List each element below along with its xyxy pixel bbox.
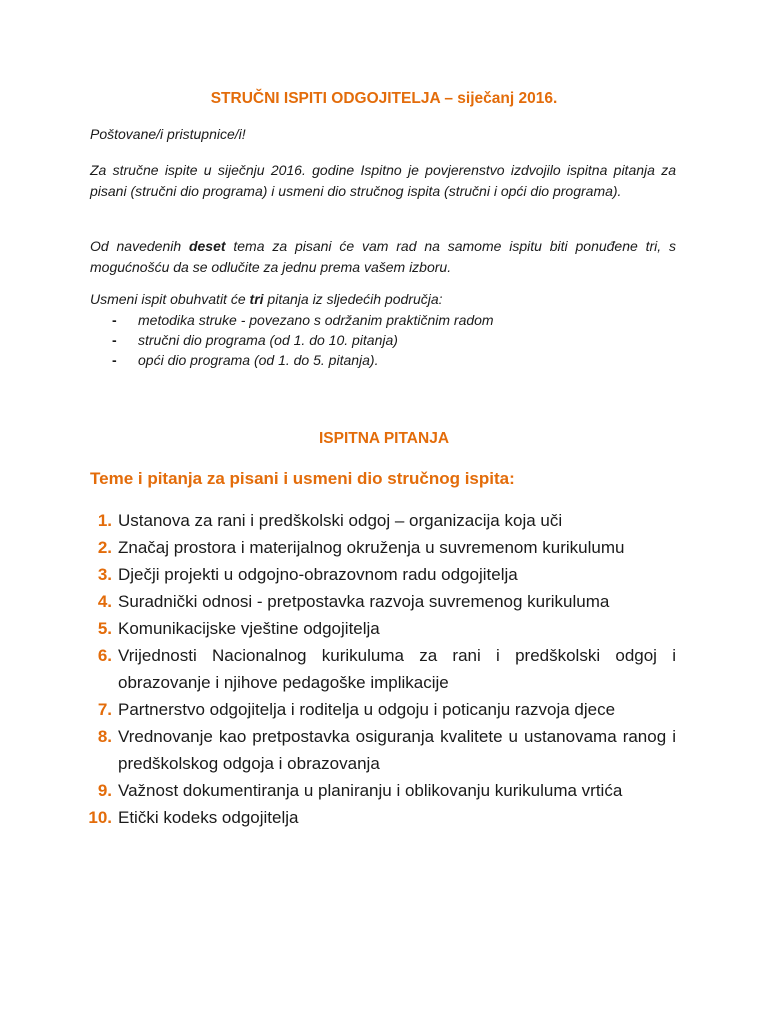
topic-text: Komunikacijske vještine odgojitelja xyxy=(118,619,380,638)
topic-text: Značaj prostora i materijalnog okruženja u suvremenom kurikulumu xyxy=(118,538,625,557)
dash-bullet: - xyxy=(112,312,117,328)
topic-number: 4. xyxy=(97,592,112,611)
topic-text: Suradnički odnosi - pretpostavka razvoja suvremenog kurikuluma xyxy=(118,592,610,611)
topic-text: Vrijednosti Nacionalnog kurikuluma za rani i predškolski odgoj i obrazovanje i njihove pedagoške implikacije xyxy=(118,646,676,692)
salutation: Poštovane/i pristupnice/i! xyxy=(90,126,246,142)
list-item xyxy=(112,310,494,330)
section-heading: ISPITNA PITANJA xyxy=(318,430,450,447)
oral-exam-paragraph xyxy=(90,289,676,310)
paragraph-text: tema za pisani će vam rad na samome ispitu biti ponuđene tri, s mogućnošću da se odlučite za jednu prema vašem izboru. xyxy=(90,238,677,275)
topic-text: Dječji projekti u odgojno-obrazovnom radu odgojitelja xyxy=(118,565,518,584)
written-exam-paragraph xyxy=(90,236,676,278)
topic-text: Etički kodeks odgojitelja xyxy=(118,808,299,827)
oral-exam-list xyxy=(112,310,494,370)
emphasis-tri: tri xyxy=(249,291,264,307)
list-item-text: stručni dio programa (od 1. do 10. pitanja) xyxy=(138,332,398,348)
topic-number: 10. xyxy=(88,808,112,827)
topics-list xyxy=(76,507,676,831)
topic-item xyxy=(76,615,676,642)
topic-item xyxy=(76,723,676,777)
dash-bullet: - xyxy=(112,332,117,348)
topic-number: 9. xyxy=(97,781,112,800)
list-item-text: opći dio programa (od 1. do 5. pitanja). xyxy=(138,352,379,368)
topic-number: 6. xyxy=(97,646,112,665)
topic-number: 2. xyxy=(97,538,112,557)
paragraph-text: Usmeni ispit obuhvatit će xyxy=(90,291,250,307)
paragraph-text: Od navedenih xyxy=(90,238,189,254)
emphasis-deset: deset xyxy=(188,238,226,254)
topic-item xyxy=(76,561,676,588)
topic-item xyxy=(76,588,676,615)
paragraph-text: pitanja iz sljedećih područja: xyxy=(263,291,443,307)
topic-text: Partnerstvo odgojitelja i roditelja u odgoju i poticanju razvoja djece xyxy=(118,700,616,719)
topic-number: 7. xyxy=(97,700,112,719)
intro-paragraph: Za stručne ispite u siječnju 2016. godine Ispitno je povjerenstvo izdvojilo ispitna pitanja za pisani (stručni dio programa) i usmeni dio stručnog ispita (stručni i opći dio programa). xyxy=(90,162,676,199)
document-title: STRUČNI ISPITI ODGOJITELJA – siječanj 2016. xyxy=(210,90,558,107)
topic-number: 5. xyxy=(97,619,112,638)
list-item xyxy=(112,330,494,350)
topic-item xyxy=(76,507,676,534)
topic-text: Važnost dokumentiranja u planiranju i oblikovanju kurikuluma vrtića xyxy=(118,781,623,800)
topic-item xyxy=(76,804,676,831)
topic-item xyxy=(76,696,676,723)
topic-number: 1. xyxy=(97,511,112,530)
topic-text: Ustanova za rani i predškolski odgoj – organizacija koja uči xyxy=(118,511,563,530)
topic-item xyxy=(76,642,676,696)
list-item-text: metodika struke - povezano s održanim praktičnim radom xyxy=(138,312,494,328)
topic-number: 8. xyxy=(97,727,112,746)
topic-number: 3. xyxy=(97,565,112,584)
topic-text: Vrednovanje kao pretpostavka osiguranja kvalitete u ustanovama ranog i predškolskog odgoja i obrazovanja xyxy=(118,727,676,773)
topic-item xyxy=(76,534,676,561)
topics-heading: Teme i pitanja za pisani i usmeni dio stručnog ispita: xyxy=(90,469,515,488)
topic-item xyxy=(76,777,676,804)
list-item xyxy=(112,350,494,370)
dash-bullet: - xyxy=(112,352,117,368)
